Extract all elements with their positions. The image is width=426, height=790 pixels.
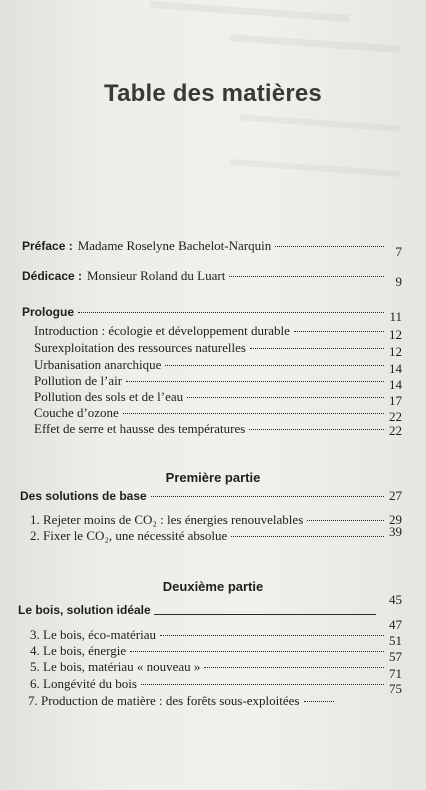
part-one-title: Première partie <box>165 470 261 485</box>
dot-leader <box>204 667 384 668</box>
dot-leader <box>307 520 384 521</box>
page-number: 9 <box>395 274 402 289</box>
dot-leader <box>231 536 384 537</box>
dot-leader <box>141 684 384 685</box>
section-label: Le bois, solution idéale <box>18 603 151 617</box>
entry-label: 6. Longévité du bois <box>30 676 137 691</box>
toc-section-part2 <box>18 592 402 618</box>
page-number: 51 <box>389 633 402 648</box>
show-through-line <box>230 34 400 53</box>
toc-entry <box>34 323 402 342</box>
entry-label: Pollution des sols et de l’eau <box>34 389 184 404</box>
dedicace-name: Monsieur Roland du Luart <box>87 268 226 283</box>
dot-leader <box>187 397 384 398</box>
entry-label: Surexploitation des ressources naturelles <box>34 340 246 355</box>
page-number: 12 <box>389 327 402 342</box>
prologue-label: Prologue <box>22 305 75 319</box>
part-two-title: Deuxième partie <box>162 579 264 594</box>
page-number: 14 <box>389 377 402 392</box>
dedicace-label: Dédicace : <box>22 269 83 283</box>
dot-leader <box>304 701 334 702</box>
preface-name: Madame Roselyne Bachelot-Narquin <box>77 238 272 253</box>
entry-label: 5. Le bois, matériau « nouveau » <box>30 659 201 674</box>
page-number: 22 <box>389 409 402 424</box>
entry-label: Pollution de l’air <box>34 373 123 388</box>
dot-leader <box>250 348 384 349</box>
dot-leader <box>294 331 384 332</box>
page-number: 17 <box>389 393 402 408</box>
toc-entry-dedicace <box>22 268 402 289</box>
toc-entry <box>34 421 402 437</box>
dot-leader <box>151 496 384 497</box>
toc-entry <box>30 512 402 528</box>
dot-leader <box>249 429 384 430</box>
toc-entry <box>34 340 402 359</box>
page-number: 22 <box>389 423 402 438</box>
page-number: 47 <box>389 617 402 632</box>
page-number: 14 <box>389 361 402 376</box>
dot-leader <box>229 276 384 277</box>
entry-label: 4. Le bois, énergie <box>30 643 127 658</box>
section-rule <box>154 614 376 615</box>
entry-label: 2. Fixer le CO₂, une nécessité absolue <box>30 528 228 543</box>
entry-label: Introduction : écologie et développement durable <box>34 323 290 338</box>
entry-label: 1. Rejeter moins de CO₂ : les énergies renouvelables <box>30 512 304 527</box>
toc-entry <box>30 524 402 544</box>
page-title: Table des matières <box>104 80 322 107</box>
dot-leader <box>275 246 384 247</box>
entry-label: Couche d’ozone <box>34 405 119 420</box>
entry-label: Urbanisation anarchique <box>34 357 162 372</box>
page-number: 29 <box>389 512 402 527</box>
dot-leader <box>165 365 384 366</box>
dot-leader <box>126 381 384 382</box>
toc-entry <box>34 373 402 392</box>
toc-entry-preface <box>22 238 402 259</box>
toc-entry <box>34 405 402 424</box>
page-number: 39 <box>389 524 402 539</box>
entry-label: Effet de serre et hausse des températures <box>34 421 246 436</box>
page-number: 71 <box>389 666 402 681</box>
toc-entry <box>34 357 402 376</box>
page-number: 75 <box>389 681 402 696</box>
page-number: 45 <box>389 592 402 607</box>
section-label: Des solutions de base <box>20 489 147 503</box>
preface-label: Préface : <box>22 239 73 253</box>
dot-leader <box>78 312 384 313</box>
toc-entry <box>34 389 402 408</box>
dot-leader <box>130 651 384 652</box>
show-through-line <box>150 1 350 22</box>
page-number: 12 <box>389 344 402 359</box>
toc-entry-prologue <box>22 304 402 324</box>
dot-leader <box>160 635 384 636</box>
entry-label: 7. Production de matière : des forêts sous-exploitées <box>28 693 300 708</box>
toc-section-part1 <box>20 488 402 504</box>
show-through-line <box>240 114 400 131</box>
page-number: 7 <box>395 244 402 259</box>
dot-leader <box>123 413 384 414</box>
entry-label: 3. Le bois, éco-matériau <box>30 627 156 642</box>
show-through-line <box>230 159 400 177</box>
page-number: 27 <box>389 488 402 503</box>
page-number: 11 <box>389 309 402 324</box>
page-number: 57 <box>389 649 402 664</box>
toc-entry <box>30 617 402 643</box>
